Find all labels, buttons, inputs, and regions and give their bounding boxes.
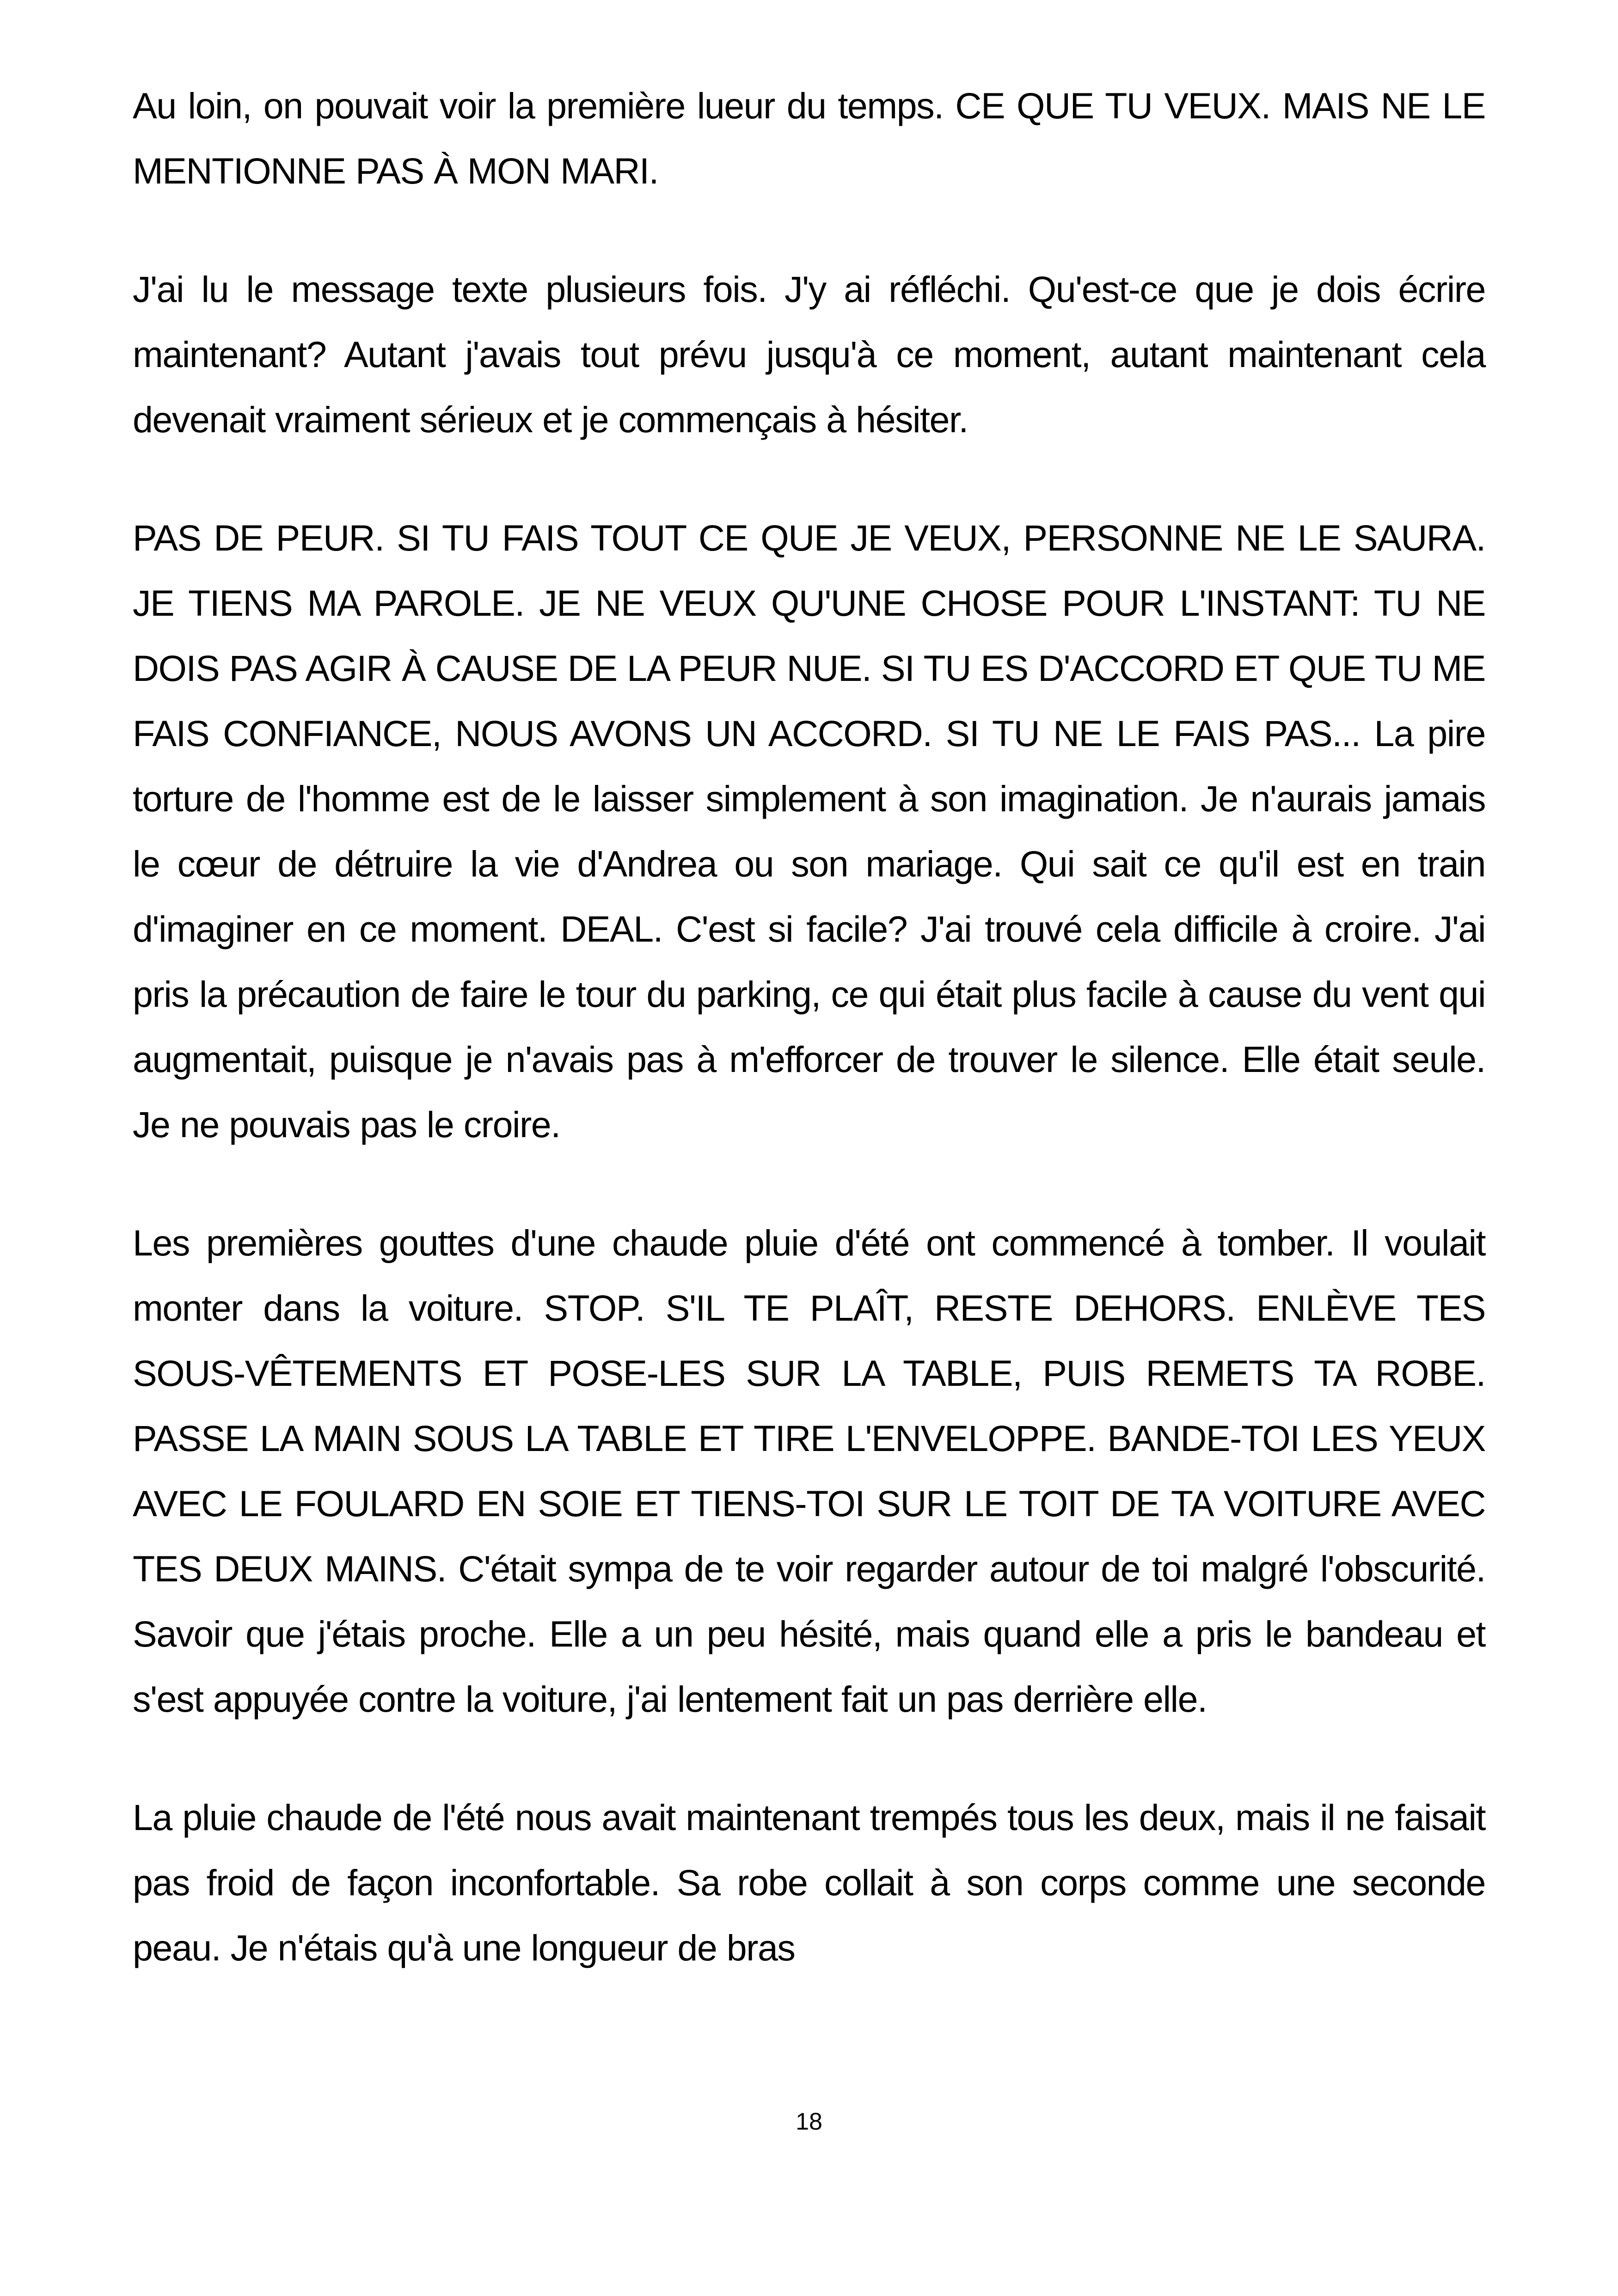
page-number: 18	[796, 2108, 822, 2135]
paragraph: La pluie chaude de l'été nous avait maintenant trempés tous les deux, mais il ne faisait pas froid de façon inconfortable. Sa robe collait à son corps comme une seconde peau. Je n'étais qu'à une longueur de bras	[133, 1797, 1485, 1968]
paragraph: PAS DE PEUR. SI TU FAIS TOUT CE QUE JE VEUX, PERSONNE NE LE SAURA. JE TIENS MA PAROLE. JE NE VEUX QU'UNE CHOSE POUR L'INSTANT: TU NE DOIS PAS AGIR À CAUSE DE LA PEUR NUE. SI TU ES D'ACCORD ET QUE TU ME FAIS CONFIANCE, NOUS AVONS UN ACCORD. SI TU NE LE FAIS PAS... La pire torture de l'homme est de le laisser simplement à son imagination. Je n'aurais jamais le cœur de détruire la vie d'Andrea ou son mariage. Qui sait ce qu'il est en train d'imaginer en ce moment. DEAL. C'est si facile? J'ai trouvé cela difficile à croire. J'ai pris la précaution de faire le tour du parking, ce qui était plus facile à cause du vent qui augmentait, puisque je n'avais pas à m'efforcer de trouver le silence. Elle était seule. Je ne pouvais pas le croire.	[133, 517, 1485, 1145]
paragraph: Au loin, on pouvait voir la première lueur du temps. CE QUE TU VEUX. MAIS NE LE MENTIONNE PAS À MON MARI.	[133, 85, 1485, 191]
page-body	[133, 73, 1485, 2033]
paragraph: J'ai lu le message texte plusieurs fois. J'y ai réfléchi. Qu'est-ce que je dois écrire maintenant? Autant j'avais tout prévu jusqu'à ce moment, autant maintenant cela devenait vraiment sérieux et je commençais à hésiter.	[133, 269, 1485, 440]
paragraph: Les premières gouttes d'une chaude pluie d'été ont commencé à tomber. Il voulait monter dans la voiture. STOP. S'IL TE PLAÎT, RESTE DEHORS. ENLÈVE TES SOUS-VÊTEMENTS ET POSE-LES SUR LA TABLE, PUIS REMETS TA ROBE. PASSE LA MAIN SOUS LA TABLE ET TIRE L'ENVELOPPE. BANDE-TOI LES YEUX AVEC LE FOULARD EN SOIE ET TIENS-TOI SUR LE TOIT DE TA VOITURE AVEC TES DEUX MAINS. C'était sympa de te voir regarder autour de toi malgré l'obscurité. Savoir que j'étais proche. Elle a un peu hésité, mais quand elle a pris le bandeau et s'est appuyée contre la voiture, j'ai lentement fait un pas derrière elle.	[133, 1222, 1485, 1720]
